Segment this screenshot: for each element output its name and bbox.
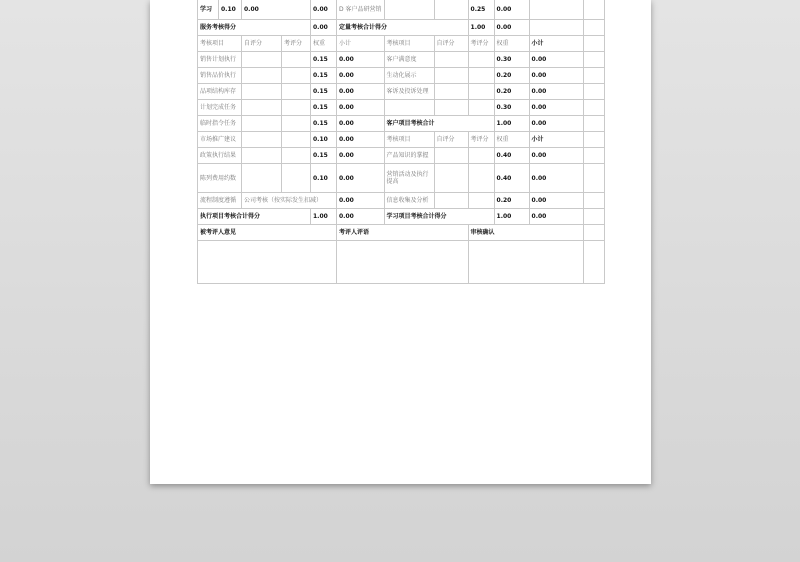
header-cell: 考核项目 <box>384 132 434 148</box>
table-row <box>198 225 605 241</box>
header-cell: 考评分 <box>468 132 494 148</box>
cell: 学习项目考核合计得分 <box>384 209 494 225</box>
cell <box>282 100 311 116</box>
cell: 学习 <box>198 0 219 20</box>
cell <box>282 68 311 84</box>
cell <box>583 52 604 68</box>
cell: 0.20 <box>494 84 529 100</box>
cell: 1.00 <box>494 209 529 225</box>
cell: 流程制度遵循 <box>198 193 242 209</box>
table-row <box>198 193 605 209</box>
assessment-table <box>197 0 605 284</box>
cell: 0.00 <box>337 116 385 132</box>
document-page <box>150 0 651 484</box>
cell <box>242 52 282 68</box>
table-row <box>198 241 605 284</box>
cell: 0.15 <box>311 148 337 164</box>
cell: 定量考核合计得分 <box>337 20 469 36</box>
table-row <box>198 0 605 20</box>
cell: 0.30 <box>494 100 529 116</box>
cell <box>282 116 311 132</box>
cell: 0.00 <box>529 193 583 209</box>
header-cell: 权重 <box>494 132 529 148</box>
cell <box>583 84 604 100</box>
cell: 0.00 <box>337 148 385 164</box>
cell: 0.00 <box>529 209 583 225</box>
cell: 0.20 <box>494 68 529 84</box>
cell <box>434 148 468 164</box>
cell: 市场推广建议 <box>198 132 242 148</box>
header-cell: 小计 <box>529 132 583 148</box>
cell: 销售品价执行 <box>198 68 242 84</box>
cell: 0.00 <box>529 52 583 68</box>
cell: 销售计划执行 <box>198 52 242 68</box>
cell <box>242 164 282 193</box>
cell: 0.00 <box>337 84 385 100</box>
cell <box>242 68 282 84</box>
cell <box>583 0 604 20</box>
cell <box>583 225 604 241</box>
table-row <box>198 132 605 148</box>
table-row <box>198 20 605 36</box>
table-row <box>198 100 605 116</box>
header-cell: 权重 <box>311 36 337 52</box>
cell <box>529 0 583 20</box>
cell <box>468 100 494 116</box>
cell <box>242 148 282 164</box>
cell <box>468 241 583 284</box>
cell: 陈列费用约数 <box>198 164 242 193</box>
cell <box>337 241 469 284</box>
cell: 0.25 <box>468 0 494 20</box>
cell: 被考评人意见 <box>198 225 337 241</box>
cell <box>242 84 282 100</box>
cell <box>583 164 604 193</box>
table-row <box>198 52 605 68</box>
cell: 0.30 <box>494 52 529 68</box>
cell: 1.00 <box>311 209 337 225</box>
cell: 0.00 <box>337 52 385 68</box>
cell <box>242 100 282 116</box>
cell: 信息收集及分析 <box>384 193 434 209</box>
cell <box>434 52 468 68</box>
cell <box>198 241 337 284</box>
cell: 0.10 <box>311 132 337 148</box>
table-row <box>198 148 605 164</box>
cell: 营销活动及执行提高 <box>384 164 434 193</box>
cell: 0.00 <box>529 148 583 164</box>
table-row <box>198 68 605 84</box>
cell <box>282 132 311 148</box>
cell: 0.00 <box>311 20 337 36</box>
cell: 0.15 <box>311 68 337 84</box>
cell <box>468 193 494 209</box>
cell: D 客户品研营销 <box>337 0 385 20</box>
cell: 客户项目考核合计 <box>384 116 494 132</box>
cell: 0.00 <box>337 164 385 193</box>
cell <box>529 20 583 36</box>
cell: 0.15 <box>311 116 337 132</box>
table-row <box>198 116 605 132</box>
cell: 0.00 <box>242 0 311 20</box>
cell <box>583 20 604 36</box>
cell <box>242 116 282 132</box>
cell: 品项结构库存 <box>198 84 242 100</box>
cell: 公司考核（按实际发生扣减） <box>242 193 337 209</box>
cell: 0.00 <box>311 0 337 20</box>
cell: 临时指令任务 <box>198 116 242 132</box>
cell <box>468 148 494 164</box>
cell <box>434 100 468 116</box>
cell <box>468 84 494 100</box>
cell: 0.00 <box>494 0 529 20</box>
cell: 客诉及投诉处理 <box>384 84 434 100</box>
cell: 0.00 <box>529 164 583 193</box>
cell: 执行项目考核合计得分 <box>198 209 311 225</box>
cell <box>434 193 468 209</box>
header-cell: 考核项目 <box>198 36 242 52</box>
cell: 0.10 <box>311 164 337 193</box>
cell: 1.00 <box>468 20 494 36</box>
cell: 0.40 <box>494 164 529 193</box>
cell: 0.40 <box>494 148 529 164</box>
cell <box>583 36 604 52</box>
cell <box>468 164 494 193</box>
cell <box>282 164 311 193</box>
cell: 0.00 <box>337 132 385 148</box>
cell: 生动化展示 <box>384 68 434 84</box>
cell: 0.00 <box>337 193 385 209</box>
cell: 审核确认 <box>468 225 583 241</box>
cell: 政策执行结果 <box>198 148 242 164</box>
cell <box>434 164 468 193</box>
cell: 0.00 <box>529 100 583 116</box>
table-header-row <box>198 36 605 52</box>
cell <box>583 132 604 148</box>
cell: 0.15 <box>311 100 337 116</box>
cell: 0.00 <box>529 116 583 132</box>
header-cell: 自评分 <box>242 36 282 52</box>
header-cell: 小计 <box>337 36 385 52</box>
cell <box>434 84 468 100</box>
cell: 服务考核得分 <box>198 20 311 36</box>
cell <box>434 68 468 84</box>
header-cell: 小计 <box>529 36 583 52</box>
cell: 0.00 <box>529 84 583 100</box>
header-cell: 考评分 <box>468 36 494 52</box>
cell <box>468 52 494 68</box>
cell <box>583 193 604 209</box>
cell: 0.15 <box>311 84 337 100</box>
table-row <box>198 209 605 225</box>
cell: 产品知识的掌握 <box>384 148 434 164</box>
cell: 0.10 <box>219 0 242 20</box>
cell <box>583 148 604 164</box>
cell: 0.00 <box>337 209 385 225</box>
cell: 0.15 <box>311 52 337 68</box>
cell: 0.00 <box>494 20 529 36</box>
cell <box>282 52 311 68</box>
cell <box>434 0 468 20</box>
table-row <box>198 84 605 100</box>
cell <box>282 84 311 100</box>
cell: 0.00 <box>337 100 385 116</box>
cell <box>282 148 311 164</box>
cell: 计划完成任务 <box>198 100 242 116</box>
header-cell: 考核项目 <box>384 36 434 52</box>
cell: 1.00 <box>494 116 529 132</box>
cell: 0.00 <box>529 68 583 84</box>
header-cell: 权重 <box>494 36 529 52</box>
cell <box>583 100 604 116</box>
cell <box>468 68 494 84</box>
cell: 考评人评语 <box>337 225 469 241</box>
header-cell: 自评分 <box>434 36 468 52</box>
header-cell: 考评分 <box>282 36 311 52</box>
cell <box>583 68 604 84</box>
cell: 客户满意度 <box>384 52 434 68</box>
cell: 0.00 <box>337 68 385 84</box>
cell <box>583 116 604 132</box>
cell: 0.20 <box>494 193 529 209</box>
cell <box>583 209 604 225</box>
cell <box>242 132 282 148</box>
header-cell: 自评分 <box>434 132 468 148</box>
cell <box>384 100 434 116</box>
cell <box>583 241 604 284</box>
cell <box>384 0 434 20</box>
table-row <box>198 164 605 193</box>
